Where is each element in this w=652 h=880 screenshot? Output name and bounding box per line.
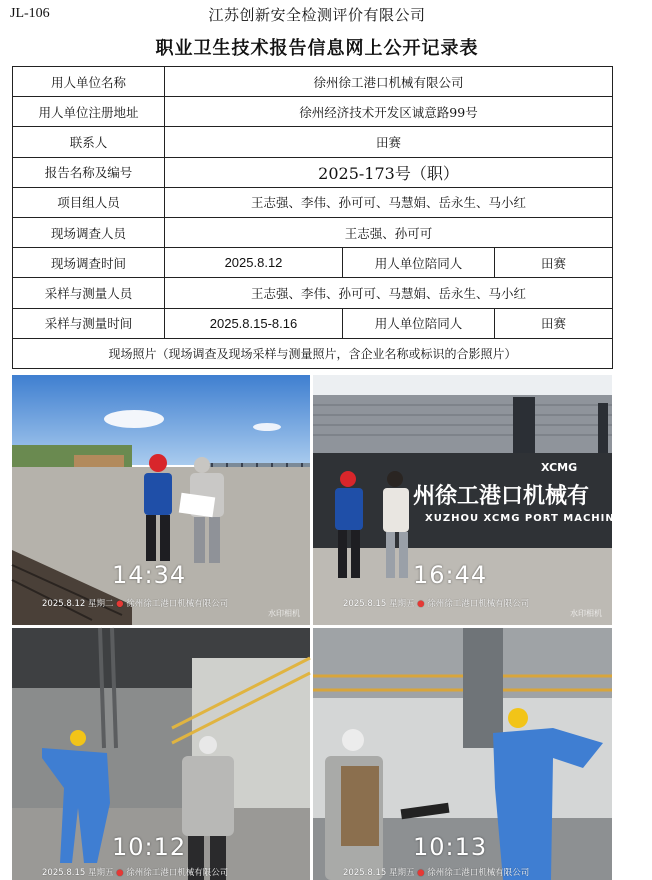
photo-sampling-indoor-2	[313, 628, 612, 880]
photo-location: 徐州徐工港口机械有限公司	[427, 599, 530, 609]
photo-location: 徐州徐工港口机械有限公司	[126, 868, 229, 878]
photo-date: 2025.8.15 星期五	[343, 868, 415, 878]
location-pin-icon: ●	[116, 868, 124, 878]
team-value: 王志强、李伟、孙可可、马慧娟、岳永生、马小红	[165, 187, 613, 217]
sampling-time-value: 2025.8.15-8.16	[165, 308, 343, 338]
info-table	[12, 66, 613, 369]
contact-label: 联系人	[13, 127, 165, 157]
photo-date: 2025.8.15 星期五	[42, 868, 114, 878]
sampling-time-label: 采样与测量时间	[13, 308, 165, 338]
photo-date: 2025.8.15 星期五	[343, 599, 415, 609]
table-row	[13, 187, 613, 217]
photo-company-sign	[313, 375, 652, 625]
survey-staff-label: 现场调查人员	[13, 217, 165, 247]
table-row	[13, 217, 613, 247]
document-title: 职业卫生技术报告信息网上公开记录表	[155, 38, 479, 59]
location-pin-icon: ●	[417, 868, 425, 878]
photo-time: 10:12	[112, 833, 187, 861]
survey-staff-value: 王志强、孙可可	[165, 217, 613, 247]
survey-escort-label: 用人单位陪同人	[343, 248, 495, 278]
photo-location: 徐州徐工港口机械有限公司	[427, 868, 530, 878]
survey-escort-value: 田赛	[495, 248, 613, 278]
photo-date-location	[42, 866, 228, 878]
address-value: 徐州经济技术开发区诚意路99号	[165, 97, 613, 127]
employer-label: 用人单位名称	[13, 67, 165, 97]
table-row	[13, 127, 613, 157]
table-row	[13, 248, 613, 278]
photo-time: 16:44	[413, 561, 488, 589]
table-row	[13, 97, 613, 127]
photo-survey-outdoor	[12, 375, 310, 625]
sampling-staff-value: 王志强、李伟、孙可可、马慧娟、岳永生、马小红	[165, 278, 613, 308]
sampling-escort-value: 田赛	[495, 308, 613, 338]
table-row	[13, 278, 613, 308]
employer-value: 徐州徐工港口机械有限公司	[165, 67, 613, 97]
table-row	[13, 157, 613, 187]
photo-date-location	[343, 597, 529, 609]
report-value: 2025-173号（职）	[165, 157, 613, 187]
document-code: JL-106	[10, 6, 50, 21]
company-name: 江苏创新安全检测评价有限公司	[208, 6, 426, 24]
photo-date: 2025.8.12 星期二	[42, 599, 114, 609]
photo-watermark: 水印相机	[570, 609, 602, 618]
photo-date-location	[42, 597, 228, 609]
location-pin-icon: ●	[116, 599, 124, 609]
photo-date-location	[343, 866, 529, 878]
sampling-staff-label: 采样与测量人员	[13, 278, 165, 308]
photos-caption: 现场照片（现场调查及现场采样与测量照片，含企业名称或标识的合影照片）	[13, 338, 613, 368]
survey-time-label: 现场调查时间	[13, 248, 165, 278]
report-label: 报告名称及编号	[13, 157, 165, 187]
photo-location: 徐州徐工港口机械有限公司	[126, 599, 229, 609]
photo-sampling-indoor-1	[12, 628, 310, 880]
survey-time-value: 2025.8.12	[165, 248, 343, 278]
company-sign-text: 州徐工港口机械有	[413, 484, 590, 509]
company-sign-english: XUZHOU XCMG PORT MACHINERY C	[425, 513, 652, 524]
table-row	[13, 67, 613, 97]
table-row	[13, 308, 613, 338]
photo-time: 10:13	[413, 833, 488, 861]
contact-value: 田赛	[165, 127, 613, 157]
table-row	[13, 338, 613, 368]
sampling-escort-label: 用人单位陪同人	[343, 308, 495, 338]
site-photos	[12, 375, 652, 880]
company-logo: XCMG	[541, 461, 578, 474]
photo-time: 14:34	[112, 561, 187, 589]
location-pin-icon: ●	[417, 599, 425, 609]
address-label: 用人单位注册地址	[13, 97, 165, 127]
photo-watermark: 水印相机	[268, 609, 300, 618]
team-label: 项目组人员	[13, 187, 165, 217]
